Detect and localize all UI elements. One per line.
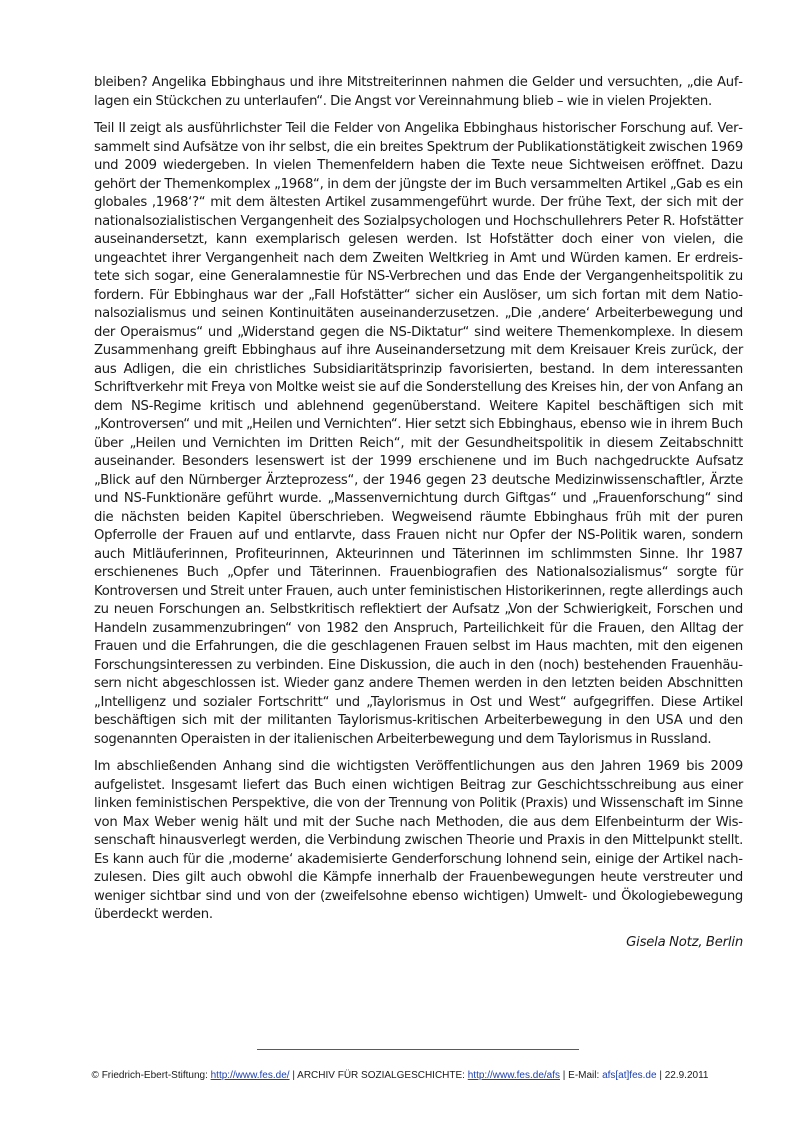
paragraph-1: bleiben? Angelika Ebbinghaus und ihre Mitstreiterinnen nahmen die Gelder und versuchten, „die Auflagen ein Stückchen zu unterlaufen“. Die Angst vor Vereinnahmung blieb – wie in vielen Projekten. xyxy=(94,75,743,109)
fes-link[interactable]: http://www.fes.de/ xyxy=(210,1070,290,1081)
afs-link[interactable]: http://www.fes.de/afs xyxy=(467,1070,561,1081)
footer-email[interactable]: afs[at]fes.de xyxy=(602,1070,657,1081)
author-signature: Gisela Notz, Berlin xyxy=(626,934,743,950)
footer-date: | 22.9.2011 xyxy=(656,1070,709,1081)
article-body xyxy=(94,74,743,952)
footer-divider xyxy=(257,1049,579,1050)
footer-separator-email: | E-Mail: xyxy=(560,1070,603,1081)
paragraph-2: Teil II zeigt als ausführlichster Teil die Felder von Angelika Ebbinghaus historischer Forschung auf. Versammelt sind Aufsätze von ihr selbst, die ein breites Spektrum der Publikationstätigkeit zwischen 1969 und 2009 wiedergeben. In vielen Themenfeldern haben die Texte neue Sichtweisen eröffnet. Dazu gehört der Themenkomplex „1968“, in dem der jüngste der im Buch versammelten Artikel „Gab es ein globales ‚1968‘?“ mit dem ältesten Artikel zusammengeführt wurde. Der frühe Text, der sich mit der nationalsozialistischen Vergangenheit des Sozialpsychologen und Hochschullehrers Peter R. Hofstätter auseinandersetzt, kann exemplarisch gelesen werden. Ist Hofstätter doch einer von vielen, die ungeachtet ihrer Vergangenheit nach dem Zweiten Weltkrieg in Amt und Würden kamen. Er erdreistete sich sogar, eine Generalamnestie für NS-Verbrechen und das Ende der Vergangenheitspolitik zu fordern. Für Ebbinghaus war der „Fall Hofstätter“ sicher ein Auslöser, um sich fortan mit dem Nationalsozialismus und seinen Kontinuitäten auseinanderzusetzen. „Die ‚andere‘ Arbeiterbewegung und der Operaismus“ und „Widerstand gegen die NS-Diktatur“ sind weitere Themenkomplexe. In diesem Zusammenhang greift Ebbinghaus auf ihre Auseinandersetzung mit dem Kreisauer Kreis zurück, der aus Adligen, die ein christliches Subsidiaritätsprinzip favorisierten, bestand. In dem interessanten Schriftverkehr mit Freya von Moltke weist sie auf die Sonderstellung des Kreises hin, der von Anfang an dem NS-Regime kritisch und ablehnend gegenüberstand. Weitere Kapitel beschäftigen sich mit „Kontroversen“ und mit „Heilen und Vernichten“. Hier setzt sich Ebbinghaus, ebenso wie in ihrem Buch über „Heilen und Vernichten im Dritten Reich“, mit der Gesundheitspolitik in diesem Zeitabschnitt auseinander. Besonders lesenswert ist der 1999 erschienene und im Buch nachgedruckte Aufsatz „Blick auf den Nürnberger Ärzteprozess“, der 1946 gegen 23 deutsche Medizinwissenschaftler, Ärzte und NS-Funktionäre geführt wurde. „Massenvernichtung durch Giftgas“ und „Frauenforschung“ sind die nächsten beiden Kapitel überschrieben. Wegweisend räumte Ebbinghaus früh mit der puren Opferrolle der Frauen auf und entlarvte, dass Frauen nicht nur Opfer der NS-Politik waren, sondern auch Mitläuferinnen, Profiteurinnen, Akteurinnen und Täterinnen im schlimmsten Sinne. Ihr 1987 erschienenes Buch „Opfer und Täterinnen. Frauenbiografien des Nationalsozialismus“ sorgte für Kontroversen und Streit unter Frauen, auch unter feministischen Historikerinnen, regte allerdings auch zu neuen Forschungen an. Selbstkritisch reflektiert der Aufsatz „Von der Schwierigkeit, Forschen und Handeln zusammenzubringen“ von 1982 den Anspruch, Parteilichkeit für die Frauen, den Alltag der Frauen und die Erfahrungen, die die geschlagenen Frauen selbst im Haus machten, mit den eigenen Forschungsinteressen zu verbinden. Eine Diskussion, die auch in den (noch) bestehenden Frauenhäusern nicht abgeschlossen ist. Wieder ganz andere Themen werden in den letzten beiden Abschnitten „Intelligenz und sozialer Fortschritt“ und „Taylorismus in Ost und West“ aufgegriffen. Diese Artikel beschäftigen sich mit der militanten Taylorismus-kritischen Arbeiterbewegung in den USA und den sogenannten Operaisten in der italienischen Arbeiterbewegung und dem Taylorismus in Russland. xyxy=(94,121,743,747)
footer-copyright: © Friedrich-Ebert-Stiftung: xyxy=(91,1070,211,1081)
paragraph-3: Im abschließenden Anhang sind die wichtigsten Veröffentlichungen aus den Jahren 1969 bis 2009 aufgelistet. Insgesamt liefert das Buch einen wichtigen Beitrag zur Geschichtsschreibung aus einer linken feministischen Perspektive, die von der Trennung von Politik (Praxis) und Wissenschaft im Sinne von Max Weber wenig hält und mit der Suche nach Methoden, die aus dem Elfenbeinturm der Wissenschaft hinausverlegt werden, die Verbindung zwischen Theorie und Praxis in den Mittelpunkt stellt. Es kann auch für die ‚moderne‘ akademisierte Genderforschung lohnend sein, einige der Artikel nachzulesen. Dies gilt auch obwohl die Kämpfe innerhalb der Frauenbewegungen heute verstreuter und weniger sichtbar sind und von der (zweifelsohne ebenso wichtigen) Umwelt- und Ökologiebewegung überdeckt werden. xyxy=(94,759,743,922)
page-footer xyxy=(0,1070,800,1081)
footer-separator-archive: | ARCHIV FÜR SOZIALGESCHICHTE: xyxy=(289,1070,468,1081)
